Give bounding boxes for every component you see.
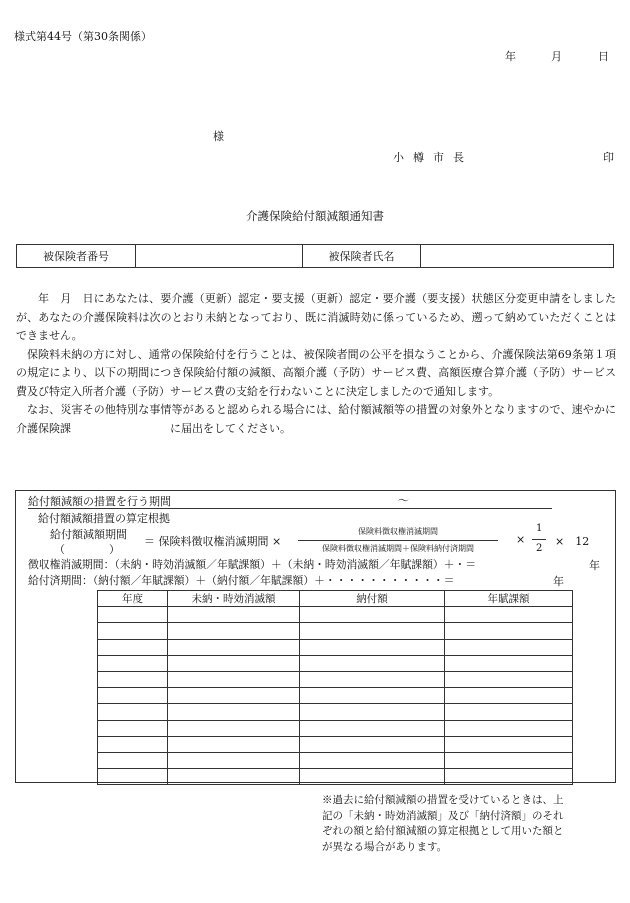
table-cell[interactable] [445,607,573,623]
reduction-period-name: 給付額減額期間 [50,528,127,541]
table-cell[interactable] [98,623,168,639]
half-numerator: 1 [536,523,543,534]
table-cell[interactable] [168,655,300,671]
footnote-line-3: ぞれの額と給付額減額の算定根拠として用いた額と [322,825,564,837]
date-month-label: 月 [551,50,562,63]
table-cell[interactable] [98,671,168,687]
table-cell[interactable] [300,688,445,704]
table-cell[interactable] [168,639,300,655]
table-row [98,655,573,671]
date-year-label: 年 [505,50,516,63]
half-fraction-bar [532,539,546,540]
half-denominator: 2 [536,543,543,554]
table-cell[interactable] [300,769,445,785]
insured-info-table [16,244,614,268]
document-title: 介護保険給付額減額通知書 [246,209,384,223]
table-cell[interactable] [300,607,445,623]
table-cell[interactable] [445,704,573,720]
table-row [98,736,573,752]
table-cell[interactable] [168,704,300,720]
table-cell[interactable] [445,720,573,736]
table-row [98,688,573,704]
col-header-paid: 納付額 [300,591,445,607]
table-cell[interactable] [98,639,168,655]
table-row [98,720,573,736]
table-cell[interactable] [300,720,445,736]
table-cell[interactable] [168,752,300,768]
table-row [98,639,573,655]
table-cell[interactable] [300,704,445,720]
table-row [98,607,573,623]
issuer-mayor: 小樽市長 [393,151,473,164]
table-cell[interactable] [445,639,573,655]
payment-history-table [97,590,573,785]
table-cell[interactable] [98,688,168,704]
table-cell[interactable] [98,655,168,671]
seal-mark: 印 [603,151,614,164]
fraction-numerator: 保険料徴収権消滅期間 [358,527,438,536]
table-cell[interactable] [168,671,300,687]
table-cell[interactable] [300,736,445,752]
table-cell[interactable] [98,607,168,623]
notice-body [16,290,616,438]
table-cell[interactable] [445,769,573,785]
reduction-period-paren: （ ） [54,543,120,556]
footnote-line-1: ※過去に給付額減額の措置を受けているときは、上 [322,794,564,806]
table-cell[interactable] [445,736,573,752]
body-paragraph-1: 年 月 日にあなたは、要介護（更新）認定・要支援（更新）認定・要介護（要支援）状態区分変更申請をしましたが、あなたの介護保険料は次のとおり未納となっており、既に消滅時効に係っているため、遡って納めていただくことはできません。 [16,292,616,342]
times-sign-1: × [516,533,526,546]
nofu-period-formula: 給付済期間：（納付額／年賦課額）＋（納付額／年賦課額）＋・・・・・・・・・・・＝ [28,574,455,587]
table-cell[interactable] [445,623,573,639]
insured-name-label: 被保険者氏名 [303,245,421,268]
body-paragraph-2: 保険料未納の方に対し、通常の保険給付を行うことは、被保険者間の公平を損なうことから、介護保険法第69条第１項の規定により、以下の期間につき保険給付額の減額、高額介護（予防）サービス費、高額医療合算介護（予防）サービス費及び特定入所者介護（予防）サービス費の支給を行わないことに決定しましたので通知します。 [16,347,616,398]
table-row [98,704,573,720]
table-cell[interactable] [300,671,445,687]
nofu-period-unit: 年 [553,575,564,588]
table-cell[interactable] [168,623,300,639]
period-tilde: 〜 [398,494,409,507]
table-cell[interactable] [168,736,300,752]
col-header-unpaid: 未納・時効消滅額 [168,591,300,607]
reduction-period-label: 給付額減額の措置を行う期間 [28,495,171,508]
fraction-denominator: 保険料徴収権消滅期間＋保険料納付済期間 [322,544,474,553]
fraction-bar [298,540,498,541]
col-header-year: 年度 [98,591,168,607]
table-cell[interactable] [300,623,445,639]
insured-name-field[interactable] [421,245,614,268]
table-cell[interactable] [168,769,300,785]
period-underline [28,508,552,509]
table-cell[interactable] [98,720,168,736]
table-cell[interactable] [445,655,573,671]
table-row [98,769,573,785]
payment-history-rows [98,607,573,785]
table-row [98,623,573,639]
table-cell[interactable] [168,607,300,623]
table-cell[interactable] [98,736,168,752]
col-header-annual: 年賦課額 [445,591,573,607]
body-paragraph-3: なお、災害その他特別な事情等があると認められる場合には、給付額減額等の措置の対象外となりますので、速やかに介護保険課 に届出をしてください。 [16,403,616,435]
formula-equation: ＝ 保険料徴収権消滅期間 × [144,535,282,548]
table-cell[interactable] [98,752,168,768]
table-cell[interactable] [168,688,300,704]
calc-basis-label: 給付額減額措置の算定根拠 [38,512,170,525]
table-cell[interactable] [98,769,168,785]
table-row [98,671,573,687]
table-cell[interactable] [445,688,573,704]
insured-number-label: 被保険者番号 [17,245,136,268]
table-cell[interactable] [445,671,573,687]
footnote [322,793,564,855]
table-row [98,752,573,768]
form-number: 様式第44号（第30条関係） [14,30,152,43]
choshu-period-unit: 年 [589,559,600,572]
footnote-line-4: が異なる場合があります。 [322,840,448,853]
table-cell[interactable] [98,704,168,720]
table-cell[interactable] [300,655,445,671]
insured-number-field[interactable] [136,245,303,268]
table-cell[interactable] [168,720,300,736]
table-cell[interactable] [300,752,445,768]
date-day-label: 日 [598,50,609,63]
times-twelve: × 12 [555,535,590,548]
choshu-period-formula: 徴収権消滅期間：（未納・時効消滅額／年賦課額）＋（未納・時効消滅額／年賦課額）＋・＝ [28,558,477,571]
table-cell[interactable] [445,752,573,768]
footnote-line-2: 記の「未納・時効消滅額」及び「納付済額」のそれ [322,809,564,822]
addressee-honorific: 様 [213,130,224,143]
table-cell[interactable] [300,639,445,655]
